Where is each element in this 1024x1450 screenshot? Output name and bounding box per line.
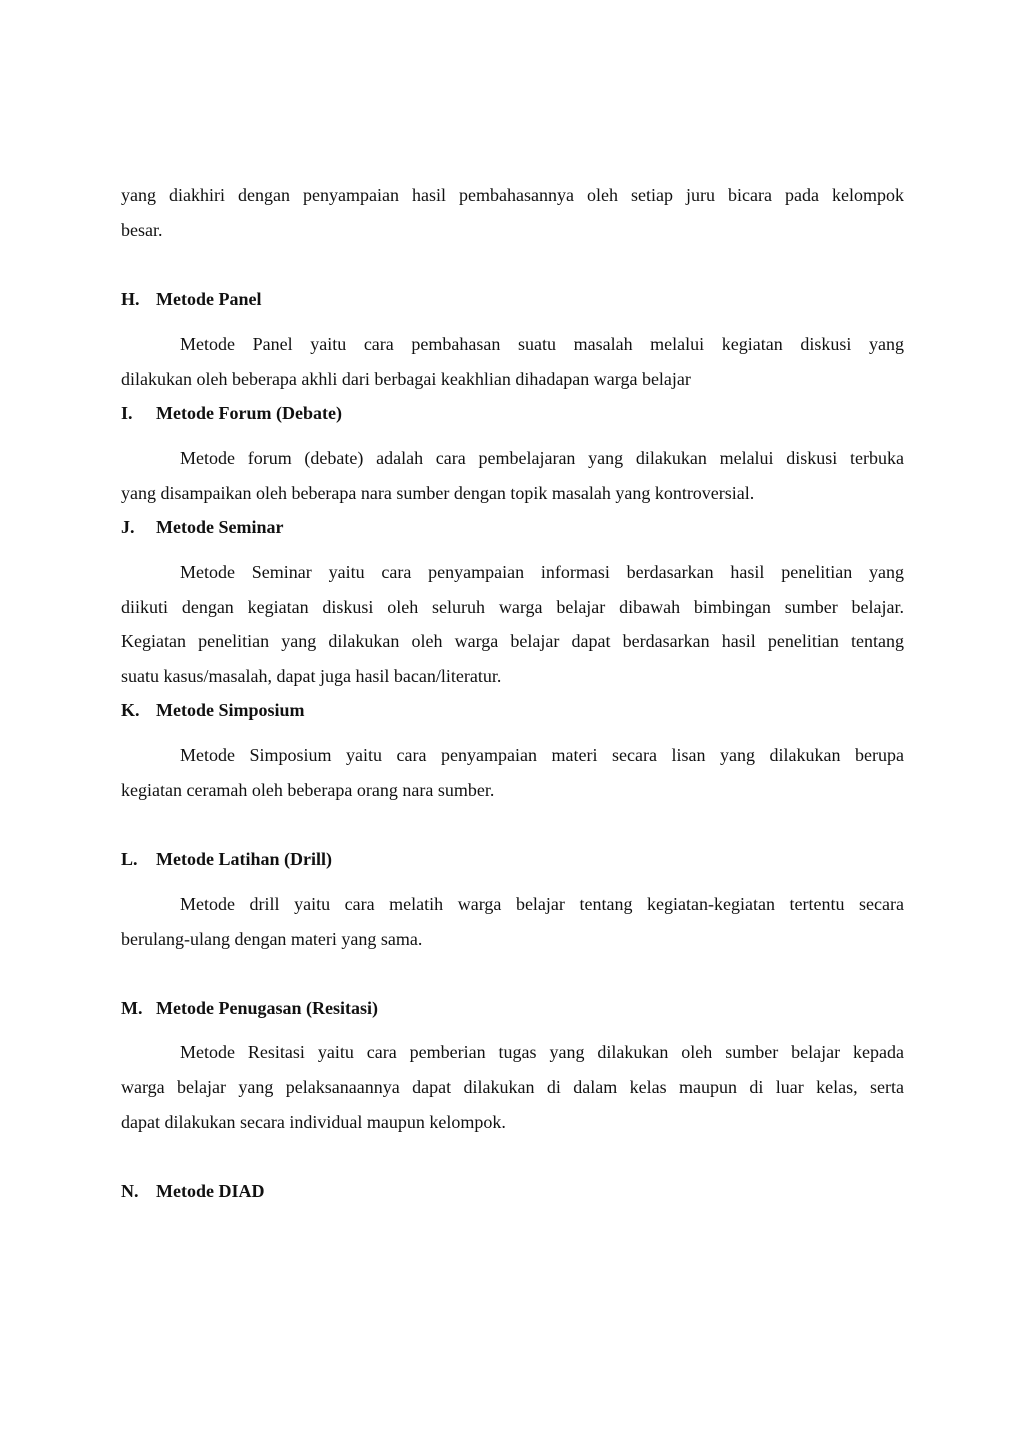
section-letter: N. — [121, 1181, 139, 1201]
section-title: Metode Forum (Debate) — [156, 403, 342, 423]
paragraph-line: besar. — [121, 220, 163, 240]
section-heading — [121, 402, 904, 424]
section-title: Metode Panel — [156, 289, 262, 309]
section-heading — [121, 516, 904, 538]
paragraph-line: Metode forum (debate) adalah cara pembelajaran yang dilakukan melalui diskusi terbuka — [180, 448, 904, 468]
paragraph-line: yang disampaikan oleh beberapa nara sumber dengan topik masalah yang kontroversial. — [121, 483, 755, 503]
paragraph-line: Kegiatan penelitian yang dilakukan oleh warga belajar dapat berdasarkan hasil penelitian tentang — [121, 631, 904, 651]
paragraph-line: Metode Resitasi yaitu cara pemberian tugas yang dilakukan oleh sumber belajar kepada — [180, 1042, 904, 1062]
paragraph-line: Metode drill yaitu cara melatih warga belajar tentang kegiatan-kegiatan tertentu secara — [180, 894, 904, 914]
section-title: Metode DIAD — [156, 1181, 265, 1201]
section-letter: H. — [121, 289, 140, 309]
paragraph-line: kegiatan ceramah oleh beberapa orang nara sumber. — [121, 780, 495, 800]
paragraph-line: warga belajar yang pelaksanaannya dapat dilakukan di dalam kelas maupun di luar kelas, serta — [121, 1077, 904, 1097]
section-letter: M. — [121, 998, 143, 1018]
paragraph-line: suatu kasus/masalah, dapat juga hasil bacan/literatur. — [121, 666, 502, 686]
paragraph-line: berulang-ulang dengan materi yang sama. — [121, 929, 423, 949]
paragraph-line: Metode Simposium yaitu cara penyampaian materi secara lisan yang dilakukan berupa — [180, 745, 904, 765]
paragraph-line: Metode Panel yaitu cara pembahasan suatu masalah melalui kegiatan diskusi yang — [180, 334, 904, 354]
paragraph-line: dilakukan oleh beberapa akhli dari berbagai keakhlian dihadapan warga belajar — [121, 369, 691, 389]
paragraph-line: yang diakhiri dengan penyampaian hasil pembahasannya oleh setiap juru bicara pada kelompok — [121, 185, 904, 205]
paragraph-line: dapat dilakukan secara individual maupun kelompok. — [121, 1112, 506, 1132]
section-title: Metode Seminar — [156, 517, 284, 537]
section-heading — [121, 1180, 904, 1202]
section-heading — [121, 997, 904, 1019]
section-title: Metode Latihan (Drill) — [156, 849, 332, 869]
section-heading — [121, 848, 904, 870]
section-letter: I. — [121, 403, 133, 423]
paragraph-line: Metode Seminar yaitu cara penyampaian informasi berdasarkan hasil penelitian yang — [180, 562, 904, 582]
section-letter: K. — [121, 700, 140, 720]
section-heading — [121, 288, 904, 310]
section-letter: J. — [121, 517, 135, 537]
paragraph-line: diikuti dengan kegiatan diskusi oleh seluruh warga belajar dibawah bimbingan sumber belajar. — [121, 597, 904, 617]
section-heading — [121, 699, 904, 721]
section-title: Metode Simposium — [156, 700, 305, 720]
section-letter: L. — [121, 849, 138, 869]
section-title: Metode Penugasan (Resitasi) — [156, 998, 378, 1018]
